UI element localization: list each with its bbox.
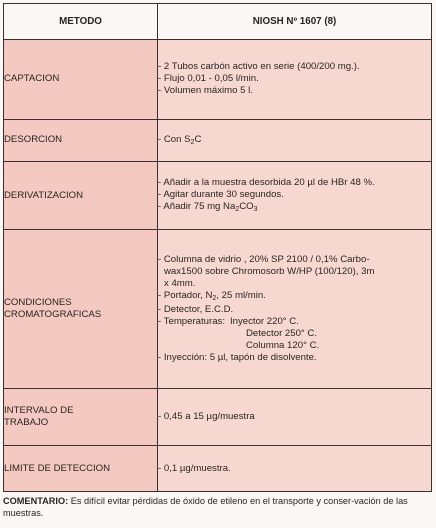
header-niosh: NIOSH Nº 1607 (8) — [158, 4, 432, 40]
value-derivatizacion — [158, 162, 432, 230]
comment-text: Es difícil evitar pérdidas de óxido de etileno en el transporte y conser-vación de las muestras. — [3, 496, 408, 518]
captacion-line-3: - Volumen máximo 5 l. — [158, 85, 253, 97]
cond-portador: - Portador, $N_2$, 25 ml/min. — [158, 290, 266, 303]
row-limite — [4, 446, 432, 492]
row-intervalo — [4, 389, 432, 446]
method-table — [3, 3, 432, 492]
cond-columna-3: x 4mm. — [164, 278, 196, 290]
value-limite: - 0,1 µg/muestra. — [158, 446, 432, 492]
label-desorcion: DESORCION — [4, 119, 158, 162]
cond-columna-1: - Columna de vidrio , 20% SP 2100 / 0,1% Carbo- — [158, 254, 370, 266]
deriv-line-3: - Añadir 75 mg $Na_2CO_3$ — [158, 200, 258, 213]
deriv-line-1: - Añadir a la muestra desorbida 20 µl de HBr 48 %. — [158, 176, 375, 188]
deriv-line-2: - Agitar durante 30 segundos. — [158, 188, 284, 200]
cond-temp-columna: Columna 120° C. — [246, 339, 320, 351]
comment-label: COMENTARIO: — [3, 496, 69, 506]
header-row — [4, 4, 432, 40]
label-intervalo: INTERVALO DE TRABAJO — [4, 389, 158, 446]
captacion-line-1: - 2 Tubos carbón activo en serie (400/200 mg.). — [158, 61, 360, 73]
cond-temp-inyector: - Temperaturas: Inyector 220° C. — [158, 316, 299, 327]
value-captacion — [158, 40, 432, 120]
comment-note — [3, 496, 431, 519]
row-condiciones — [4, 229, 432, 388]
value-desorcion: - Con $S_2C$ — [158, 119, 432, 162]
label-condiciones: CONDICIONES CROMATOGRAFICAS — [4, 229, 158, 388]
row-derivatizacion — [4, 162, 432, 230]
label-captacion: CAPTACION — [4, 40, 158, 120]
cond-detector: - Detector, E.C.D. — [158, 304, 234, 316]
row-desorcion — [4, 119, 432, 162]
value-intervalo: - 0,45 a 15 µg/muestra — [158, 389, 432, 446]
captacion-line-2: - Flujo 0,01 - 0,05 l/min. — [158, 73, 259, 85]
value-condiciones — [158, 229, 432, 388]
row-captacion — [4, 40, 432, 120]
cond-columna-2: wax1500 sobre Chromosorb W/HP (100/120), 3m — [164, 266, 375, 278]
label-limite: LIMITE DE DETECCION — [4, 446, 158, 492]
header-metodo: METODO — [4, 4, 158, 40]
cond-inyeccion: - Inyección: 5 µl, tapón de disolvente. — [158, 351, 317, 363]
label-derivatizacion: DERIVATIZACION — [4, 162, 158, 230]
cond-temp-detector: Detector 250° C. — [246, 327, 318, 339]
